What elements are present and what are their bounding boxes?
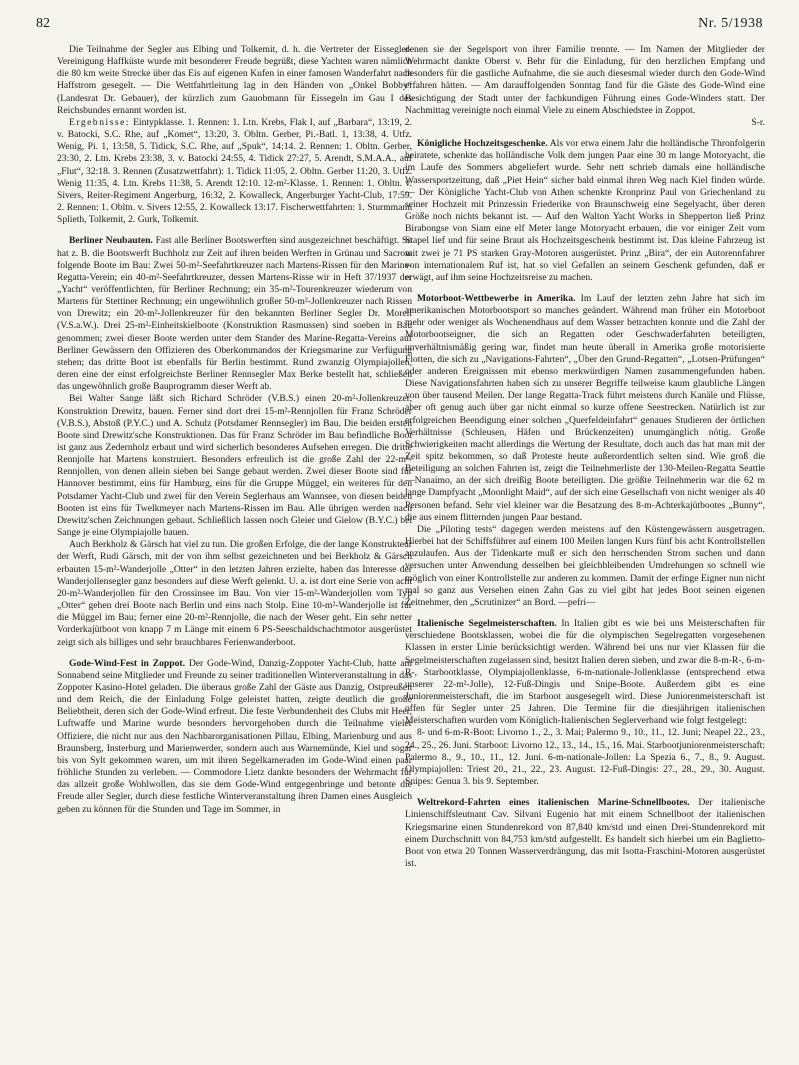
eissegler-paragraph: Die Teilnahme der Segler aus Elbing und Tolkemit, d. h. die Vertreter der Eissegler-Vereinigung Haffküste wurde mit besonderer Freude begrüßt, diese Yachten waren nämlich die 80 km weite Strecke über das Eis auf eigenen Kufen in einer famosen Wanderfahrt nach Haffstrom gesegelt. — Die Wettfahrtleitung lag in den Händen von „Onkel Bobby“ (Landesrat Dr. Gebauer), der kürzlich zum Gauobmann für Eissegeln im Gau I des Reichsbundes ernannt worden ist. (57, 44, 412, 116)
hochzeit-heading: Königliche Hochzeitsgeschenke. (417, 138, 548, 150)
hochzeit-article (405, 138, 765, 284)
motorboot-article (405, 293, 765, 524)
gode-wind-text: Der Gode-Wind, Danzig-Zoppoter Yacht-Club, hatte am Sonnabend seine Mitglieder und Freunde zu seiner traditionellen Winterveranstaltung in das Zoppoter Kasino-Hotel geladen. Die überaus große Zahl der Gäste aus Danzig, Ostpreußen und dem Reich, die der Einladung Folge geleistet hatten, zeigte deutlich die große Beliebtheit, deren sich der Gode-Wind erfreut. Die feste Verbundenheit des Clubs mit Heer, Luftwaffe und Marine wurde besonders hervorgehoben durch die Teilnahme vieler Offiziere, die nicht nur aus den Nachbarorganisationen Pillau, Elbing, Marienburg und aus Braunsberg, Insterburg und Marienwerder, sondern auch aus Warnemünde, Kiel und sogar bis von Sylt gekommen waren, um mit ihren Segelkameraden im Gode-Wind einen paar fröhliche Stunden zu verleben. — Commodore Lietz dankte besonders der Wehrmacht für das allzeit große Wohlwollen, das sie dem Gode-Wind entgegenbringe und betonte die Freude aller Segler, durch diese festliche Winterveranstaltung ihren Damen eines Ausgleich geben zu können für die Stunden und Tage im Sommer, in (57, 657, 412, 815)
weltrekord-text: Der italienische Linienschiffsleutnant Cav. Silvani Eugenio hat mit einem Schnellboot der italienischen Kriegsmarine einen Stundenrekord von 87,840 km/std und einen Drei-Stundenrekord mit einem Durchschnitt von 84,753 km/std aufgestellt. Es handelt sich hierbei um ein Baglietto-Boot von etwa 20 Tonnen Wasserverdrängung, das mit Isotta-Fraschini-Motoren ausgerüstet ist. (405, 797, 765, 869)
motorboot-text: Im Lauf der letzten zehn Jahre hat sich im amerikanischen Motorbootsport so manches geändert. Während man früher ein Motorboot mehr oder weniger als Wochenendhaus auf dem Wasser betrachten konnte und die Zahl der Motorbootseigner, die sich an Regatten oder Geschwaderfahrten beteiligten, unverhältnismäßig gering war, findet man heute überall in Amerika große motorisierte Flotten, die sich zu „Navigations-Fahrten“, „Über den Grund-Regatten“, „Lotsen-Prüfungen“ oder anderen Ereignissen mit ebenso merkwürdigen Namen zusammengefunden haben. Diese Navigationsfahrten haben sich zu unserer Begriffe teilweise kaum glaubliche Längen von über tausend Meilen. Der lange Regatta-Track führt meistens durch Kanäle und Flüsse, aber oft genug auch über gar nicht einmal so kurze offene Seestrecken. Natürlich ist zur erfolgreichen Beendigung einer solchen „Querfeldeinfahrt“ genaues Studieren der örtlichen Verhältnisse (Schleusen, Häfen und Brückenzeiten) unumgänglich nötig. Große Schwierigkeiten macht allerdings die Wertung der Resultate, doch auch das hat man mit der Zeit spitz bekommen, so daß Proteste heute außerordentlich selten sind. Wie groß die Beteiligung an solchen Fahrten ist, zeigt die Teilnehmerliste der 130-Meilen-Regatta Seattle—Nanaimo, an der sich dreißig Boote beteiligten. Die größte Teilnehmerin war die 62 m lange Dampfyacht „Moonlight Maid“, auf der sich eine Gesellschaft von nicht weniger als 40 Personen befand. Sehr viel kleiner war die Besatzung des 8-m-Achterkajütbootes „Bunny“, die aus einem flitternden jungen Paar bestand. (405, 292, 765, 523)
results-text: Eintypklasse. 1. Rennen: 1. Ltn. Krebs, Flak I, auf „Barbara“, 13:19, 2. v. Batocki, S.C. Rhe, auf „Komet“, 13:20, 3. Obltn. Gerber, Pi.-Batl. 1, 13:38, 4. Utfz. Wenig, Pi. 1, 13:58, 5. Tidick, S.C. Rhe, auf „Spuk“, 14:14. 2. Rennen: 1. Obltn. Gerber, 23:30, 2. Ltn. Krebs 23:38, 3. v. Batocki 24:55, 4. Tidick 27:27, 5. Arendt, S.M.A.A., auf „Flut“, 32:18. 3. Rennen (Zusatzwettfahrt): 1. Tidick 11:05, 2. Obltn. Gerber 11:20, 3. Utfz. Wenig 11:35, 4. Ltn. Krebs 11:38, 5. Arendt 12:10. 12-m²-Klasse. 1. Rennen: 1. Obltn. v. Sivers, Reiter-Regiment Angerburg, 16:32, 2. Kowalleck, Angerburger Yacht-Club, 17:59. 2. Rennen: 1. Obltn. v. Sivers 12:55, 2. Kowalleck 13:17. Fischerwettfahrten: 1. Sturmmann Splieth, Tolkemit, 2. Gurk, Tolkemit. (57, 116, 412, 226)
italien-article (405, 618, 765, 727)
italien-heading: Italienische Segelmeisterschaften. (417, 618, 557, 630)
neubauten-heading: Berliner Neubauten. (69, 235, 153, 247)
motorboot-heading: Motorboot-Wettbewerbe in Amerika. (417, 292, 576, 304)
left-column (57, 44, 412, 1056)
author-signature: S-r. (751, 116, 765, 128)
page-header (36, 12, 763, 34)
results-label: Ergebnisse: (69, 116, 131, 128)
italien-dates: 8- und 6-m-R-Boot: Livorno 1., 2., 3. Mai; Palermo 9., 10., 11., 12. Juni; Neapel 22., 23., 24., 25., 26. Juni. Starboot: Livorno 12., 13., 14., 15., 16. Mai. Starbootjuniorenmeisterschaft: Palermo 8., 9., 10., 11., 12. Juni. 6-m-nationale-Jollen: La Spezia 6., 7., 8., 9. August. Olympiajollen: Triest 20., 21., 22., 23. August. 12-Fuß-Dingis: 27., 28., 29., 30. August. Snipes: Genua 3. bis 9. September. (405, 727, 765, 788)
results-paragraph (57, 117, 412, 226)
issue-number: Nr. 5/1938 (698, 16, 763, 31)
weltrekord-heading: Weltrekord-Fahrten eines italienischen Marine-Schnellbootes. (417, 797, 690, 809)
italien-text: In Italien gibt es wie bei uns Meisterschaften für verschiedene Bootsklassen, wobei die für die olympischen Segelregatten vorgesehenen Klassen in erster Linie berücksichtigt werden. Während bei uns nur vier Klassen für die Segelmeisterschaften zugelassen sind, besitzt Italien deren sieben, und zwar die 8-m-R-, 6-m-R-, Starbootklasse, Olympiajollenklasse, 6-m-nationale-Jollenklasse (entsprechend etwa unserer 22-m²-Jolle), 12-Fuß-Dingis und Snipe-Boote. Außerdem gibt es eine Juniorenmeisterschaft, die im Starboot ausgesegelt wird. Diese Juniorenmeisterschaft ist offen für Segler unter 25 Jahren. Die Termine für die diesjährigen italienischen Meisterschaften wurden vom Königlich-Italienischen Seglerverband wie folgt festgelegt: (405, 618, 765, 727)
neubauten-text: Fast alle Berliner Bootswerften sind ausgezeichnet beschäftigt. So hat z. B. die Bootswerft Buchholz zur Zeit auf ihren beiden Werften in Grünau und Sacrow folgende Boote im Bau: Zwei 50-m²-Seefahrtkreuzer nach Martens-Rissen für den Marine-Regatta-Verein; ein 40-m²-Seefahrtkreuzer, dessen Martens-Risse wir in Heft 37/1937 der „Yacht“ veröffentlichten, für Berliner Rechnung; ein 35-m²-Tourenkreuzer wiederum von Martens für Stettiner Rechnung; ein ungewöhnlich großer 50-m²-Jollenkreuzer nach Rissen von Drewitz; ein 20-m²-Jollenkreuzer für den bekannten Berliner Segler Dr. Morell (V.S.a.W.). Drei 25-m²-Einheitskielboote (Konstruktion Rasmussen) sind soeben in Bau genommen; zwei dieser Boote werden unter dem Stander des Marine-Regatta-Vereins auf Berliner Gewässern den Offizieren des Oberkommandos der Kriegsmarine zur Verfügung stehen; das dritte Boot ist ebenfalls für Berlin bestimmt. Rund zwanzig Olympiajollen, deren eine der einst erfolgreichste Berliner Rennsegler Max Berke bestellt hat, schließen das ungewöhnlich große Bauprogramm dieser Werft ab. (57, 235, 412, 393)
neubauten-article (57, 235, 412, 393)
weltrekord-article (405, 797, 765, 870)
berkholz-paragraph: Auch Berkholz & Gärsch hat viel zu tun. Die großen Erfolge, die der lange Konstrukteur der Werft, Rudi Gärsch, mit der von ihm selbst gezeichneten und bei Berkholz & Gärsch erbauten 15-m²-Wanderjolle „Otter“ in den letzten Jahren erzielte, haben das Interesse der Wanderjollensegler ganz besonders auf diese Werft gelenkt. U. a. ist dort eine Serie von acht 20-m²-Wanderjollen für den Crossinsee im Bau. Von vier 15-m²-Wanderjollen vom Typ „Otter“ gehen drei Boote nach Berlin und eins nach Stolp. Eine 10-m²-Wanderjolle ist für die Müggel im Bau; ferner eine 20-m²-Rennjolle, die nach der Weser geht. Ein sehr netter Vorderkajütboot von knapp 7 m Länge mit einem 6 PS-Seeschaldschachtmotor ausgerüstet zeigt sich als billiges und sehr brauchbares Ferienwanderboot. (57, 539, 412, 648)
page-number: 82 (36, 16, 50, 31)
gode-wind-continuation: denen sie der Segelsport von ihrer Familie trennte. — Im Namen der Mitglieder der Wehrmacht dankte Oberst v. Behr für die Einladung, für den herzlichen Empfang und besonders für die gastliche Aufnahme, die sie auch diesesmal wieder durch den Gode-Wind erfahren hätten. — Am darauffolgenden Sonntag fand für die Gäste des Gode-Wind eine Besichtigung der Stadt unter der fachkundigen Führung eines Gode-Winders statt. Der Nachmittag vereinigte noch einmal Viele zu einem Abschiedstee in Zoppot. (405, 44, 765, 116)
sange-paragraph: Bei Walter Sange läßt sich Richard Schröder (V.B.S.) einen 20-m²-Jollenkreuzer, Konstruktion Drewitz, bauen. Ferner sind dort drei 15-m²-Rennjollen für Franz Schröder (V.B.S.), Abstoß (P.Y.C.) und A. Schulz (Potsdamer Rennsegler) im Bau. Die beiden ersten Boote sind Drewitz'sche Konstruktionen. Das für Franz Schröder im Bau befindliche Boot ist ganz aus Zedernholz erbaut und wird sicherlich besonderes Aufsehen erregen. Die dritte Rennjolle hat Martens konstruiert. Besonders erfreulich ist die große Zahl der 22-m²-Rennjollen, von denen allein sieben bei Sange gebaut werden. Zwei dieser Boote sind für Hannover bestimmt, eins für Hamburg, eins für die Gruppe Müggel, ein weiteres für den Potsdamer Yacht-Club und zwei für den Verein Seglerhaus am Wannsee, von diesen beiden Booten ist eins für Twelkmeyer nach Martens-Rissen im Bau. Alle übrigen werden nach Drewitz'schen Zeichnungen gebaut. Schließlich lassen noch Gleier und Gielow (B.Y.C.) bei Sange je eine Olympiajolle bauen. (57, 393, 412, 539)
right-column (405, 44, 765, 1056)
gode-wind-heading: Gode-Wind-Fest in Zoppot. (69, 657, 185, 669)
hochzeit-text: Als vor etwa einem Jahr die holländische Thronfolgerin heiratete, schenkte das holländische Volk dem jungen Paar eine 30 m lange Motoryacht, die im Laufe des Sommers abgeliefert wurde. Sehr nett schrieb damals eine holländische Wassersportzeitung, daß „Piet Hein“ sicher bald einmal ihren Weg nach Kiel finden würde. — Der Königliche Yacht-Club von Athen schenkte Kronprinz Paul von Griechenland zu seiner Hochzeit mit Prinzessin Friederike von Braunschweig eine Segelyacht, über deren Größe noch nichts bekannt ist. — Auf den Walton Yacht Works in Shepperton ließ Prinz Birabongse von Siam eine elf Meter lange Motoryacht erbauen, die vor einiger Zeit vom Stapel lief und für seine Braut als Hochzeitsgeschenk bestimmt ist. Das kleine Fahrzeug ist mit zwei je 71 PS starken Gray-Motoren ausgerüstet. Prinz „Bira“, der ein Autorennfahrer von internationalem Ruf ist, hat so viel Gefallen an seinem Geschenk gefunden, daß er erwägt, auf ihm seine Hochzeitsreise zu machen. (405, 138, 765, 283)
piloting-paragraph: Die „Piloting tests“ dagegen werden meistens auf den Küstengewässern ausgetragen. Hierbei hat der Schiffsführer auf einem 100 Meilen langen Kurs fünf bis acht Kontrollstellen anzulaufen. Aus der Tidenkarte muß er sich den herrschenden Strom suchen und dann versuchen unter Anwendung desselben bei gleichbleibenden Umdrehungen so schnell wie möglich von einer Kontrollstelle zur anderen zu kommen. Damit der erfinge Eigner nun nicht mal so ganz aus Versehen einen Zahn Gas zu viel gibt hat jedes Boot seinen eigenen Zeitnehmer, den „Scrutinizer“ an Bord. —pefri— (405, 523, 765, 608)
gode-wind-article (57, 658, 412, 816)
